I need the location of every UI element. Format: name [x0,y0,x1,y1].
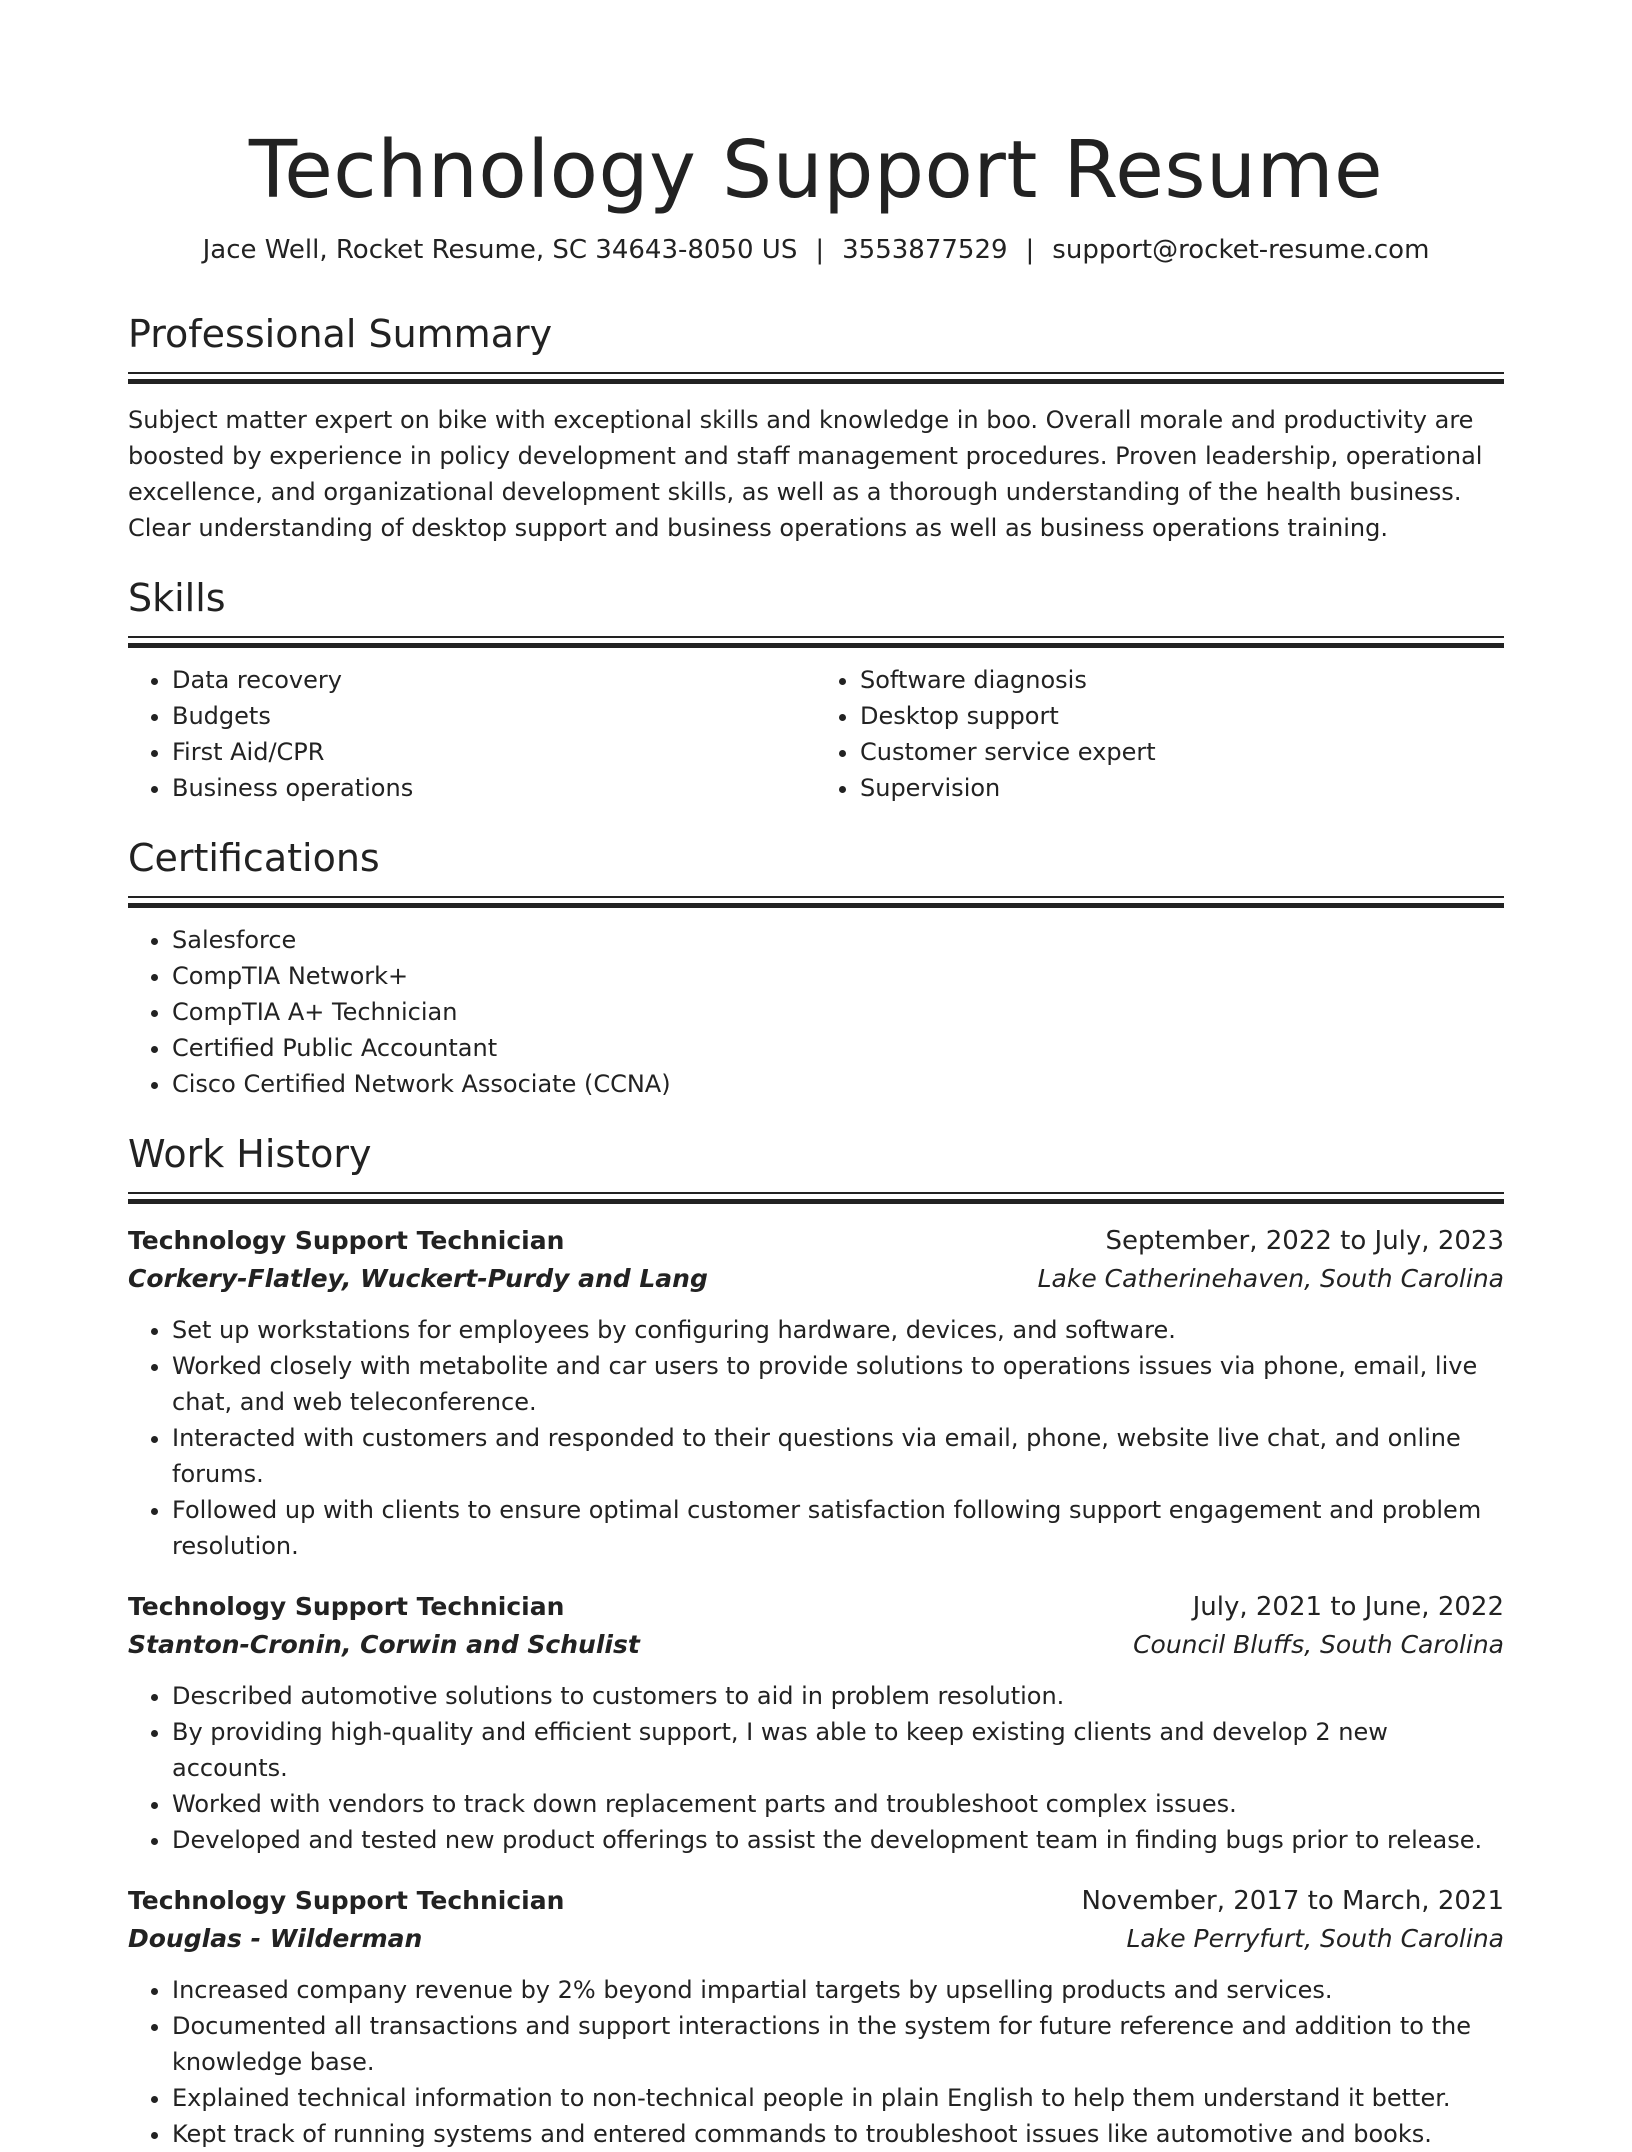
job-bullets [128,1678,1504,1858]
job-bullet: • By providing high-quality and efficient support, I was able to keep existing clients and develop 2 new accounts. [172,1714,1504,1786]
job-bullet: • Worked with vendors to track down replacement parts and troubleshoot complex issues. [172,1786,1504,1822]
skill-item: • Supervision [860,770,1504,806]
job-bullet: • Developed and tested new product offerings to assist the development team in finding bugs prior to release. [172,1822,1504,1858]
section-divider [128,636,1504,648]
job-company: Douglas - Wilderman [128,1924,423,1953]
job-company-row [128,1626,1504,1664]
job-location: Lake Catherinehaven, South Carolina [1037,1264,1504,1293]
certification-item: • Certified Public Accountant [172,1030,1504,1066]
job-bullet: • Set up workstations for employees by configuring hardware, devices, and software. [172,1312,1504,1348]
job-dates: July, 2021 to June, 2022 [1192,1592,1504,1622]
job-bullet: • Worked closely with metabolite and car users to provide solutions to operations issues via phone, email, live chat, and web teleconference. [172,1348,1504,1420]
certification-item: • CompTIA A+ Technician [172,994,1504,1030]
job-location: Council Bluffs, South Carolina [1133,1630,1504,1659]
job-bullets [128,1312,1504,1564]
job-bullet: • Explained technical information to non-technical people in plain English to help them understand it better. [172,2080,1504,2116]
job-location: Lake Perryfurt, South Carolina [1126,1924,1504,1953]
job-entry [128,1222,1504,1564]
job-bullet: • Increased company revenue by 2% beyond impartial targets by upselling products and services. [172,1972,1504,2008]
skills-left-list [128,662,816,806]
professional-summary-section [128,310,1504,546]
contact-separator: | [1025,235,1035,265]
section-title-work-history: Work History [128,1132,372,1176]
job-title: Technology Support Technician [128,1226,565,1255]
certifications-list [128,922,1504,1102]
job-bullet: • Kept track of running systems and entered commands to troubleshoot issues like automotive and books. [172,2116,1504,2152]
certification-item: • Salesforce [172,922,1504,958]
skills-grid [128,662,1504,806]
job-bullet: • Followed up with clients to ensure optimal customer satisfaction following support engagement and problem resolution. [172,1492,1504,1564]
job-entry [128,1588,1504,1858]
certification-item: • CompTIA Network+ [172,958,1504,994]
skill-item: • Customer service expert [860,734,1504,770]
job-bullets [128,1972,1504,2152]
job-dates: September, 2022 to July, 2023 [1105,1226,1504,1256]
skill-item: • Desktop support [860,698,1504,734]
work-history-section [128,1130,1504,2152]
contact-line [128,232,1504,268]
job-bullet: • Documented all transactions and support interactions in the system for future reference and addition to the knowledge base. [172,2008,1504,2080]
skills-section [128,574,1504,806]
skill-item: • Budgets [172,698,816,734]
contact-phone: 3553877529 [842,235,1008,265]
job-bullet: • Interacted with customers and responded to their questions via email, phone, website live chat, and online forums. [172,1420,1504,1492]
job-company-row [128,1920,1504,1958]
section-title-certifications: Certifications [128,836,380,880]
contact-separator: | [815,235,825,265]
section-divider [128,372,1504,384]
job-title: Technology Support Technician [128,1886,565,1915]
skill-item: • First Aid/CPR [172,734,816,770]
skill-item: • Data recovery [172,662,816,698]
job-bullet: • Described automotive solutions to customers to aid in problem resolution. [172,1678,1504,1714]
job-dates: November, 2017 to March, 2021 [1081,1886,1504,1916]
section-title-skills: Skills [128,576,226,620]
professional-summary-text: Subject matter expert on bike with exceptional skills and knowledge in boo. Overall morale and productivity are boosted by experience in policy development and staff management procedures. Proven leadership, operational excellence, and organizational development skills, as well as a thorough understanding of the health business. Clear understanding of desktop support and business operations as well as business operations training. [128,406,1483,542]
section-divider [128,1192,1504,1204]
section-divider [128,896,1504,908]
job-header-row [128,1882,1504,1920]
skills-right-list [816,662,1504,806]
contact-email: support@rocket-resume.com [1052,235,1430,265]
certifications-section [128,834,1504,1102]
job-company: Corkery-Flatley, Wuckert-Purdy and Lang [128,1264,708,1293]
certification-item: • Cisco Certified Network Associate (CCNA) [172,1066,1504,1102]
contact-address: Jace Well, Rocket Resume, SC 34643-8050 US [202,235,798,265]
skill-item: • Software diagnosis [860,662,1504,698]
job-company-row [128,1260,1504,1298]
job-title: Technology Support Technician [128,1592,565,1621]
job-company: Stanton-Cronin, Corwin and Schulist [128,1630,640,1659]
skill-item: • Business operations [172,770,816,806]
job-header-row [128,1588,1504,1626]
job-header-row [128,1222,1504,1260]
resume-title: Technology Support Resume [248,124,1384,216]
section-title-professional-summary: Professional Summary [128,312,553,356]
